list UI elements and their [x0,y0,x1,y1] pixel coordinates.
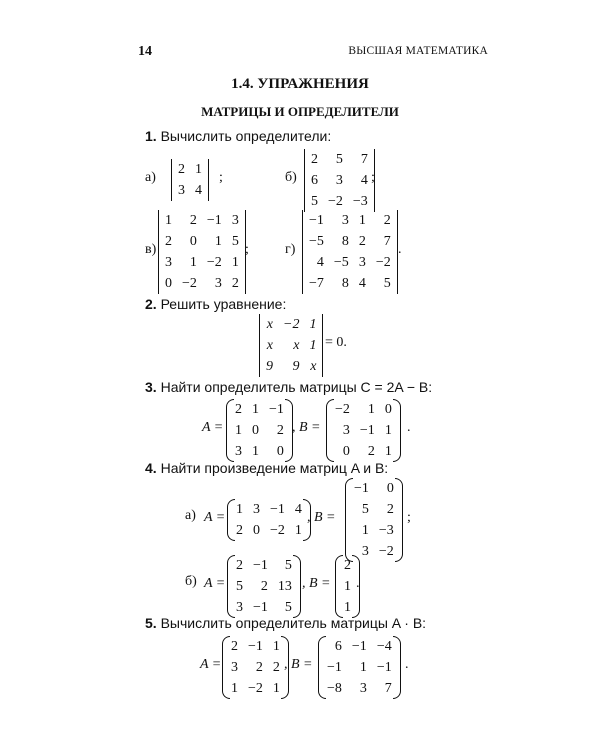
matrix-cell: 1 [358,213,366,228]
problem-5-B-label: , B = [284,657,313,672]
problem-1d-label: г) [285,242,296,257]
section-subtitle: МАТРИЦЫ И ОПРЕДЕЛИТЕЛИ [201,104,399,119]
matrix-cell: 7 [384,681,392,696]
problem-5-tail: . [405,657,409,672]
matrix-cell: 8 [341,234,349,249]
matrix-cell: 8 [341,276,349,291]
matrix-cell: 2 [386,502,394,517]
matrix-cell: −1 [253,600,268,615]
problem-1d-determinant [302,210,398,294]
matrix-cell: 1 [309,338,317,353]
problem-1b-label: б) [285,170,297,185]
matrix-cell: 2 [236,558,243,573]
matrix-cell: 1 [231,255,239,270]
matrix-cell: 5 [383,276,391,291]
matrix-cell: 3 [236,600,243,615]
matrix-cell: 4 [358,276,366,291]
matrix-cell: 1 [344,600,351,615]
matrix-cell: 1 [231,681,238,696]
matrix-cell: −1 [248,639,263,654]
matrix-cell: 4 [316,255,324,270]
problem-4b-tail: . [356,576,360,591]
matrix-cell: 2 [178,162,185,177]
matrix-cell: 2 [231,276,239,291]
problem-3-A-label: A = [202,420,224,435]
matrix-cell: 3 [253,502,260,517]
problem-4b-B-label: , B = [302,576,331,591]
matrix-cell: 1 [214,234,222,249]
problem-2-text: Решить уравнение: [160,296,287,312]
matrix-cell: 2 [272,660,280,675]
matrix-cell: −3 [352,194,368,209]
matrix-cell: −1 [351,639,367,654]
matrix-cell: 2 [235,402,242,417]
matrix-cell: 2 [383,213,391,228]
problem-4a-B-label: , B = [307,510,336,525]
matrix-cell: 13 [277,579,292,594]
matrix-cell: 0 [252,423,259,438]
problem-4a-A-label: A = [204,510,226,525]
problem-1-text: Вычислить определители: [160,128,332,144]
problem-1c-label: в) [145,242,157,257]
matrix-cell: 2 [255,660,263,675]
matrix-cell: 5 [284,600,292,615]
problem-1a-tail: ; [219,170,223,185]
problem-2-heading [145,296,286,312]
problem-1b-determinant [304,149,375,212]
matrix-cell: x [266,317,273,332]
problem-4-number: 4. [145,460,157,476]
problem-2-number: 2. [145,296,157,312]
problem-1-number: 1. [145,128,157,144]
matrix-cell: −1 [269,402,284,417]
problem-3-heading [145,379,432,395]
matrix-cell: −3 [378,523,394,538]
matrix-cell: 2 [358,234,366,249]
matrix-cell: −1 [359,423,375,438]
problem-1a-label: а) [145,170,156,185]
problem-4-text: Найти произведение матриц A и B: [160,460,389,476]
problem-3-tail: . [407,420,411,435]
matrix-cell: 1 [236,502,243,517]
problem-5-heading [145,615,426,631]
section-title: 1.4. УПРАЖНЕНИЯ [231,76,369,92]
matrix-cell: 1 [252,402,259,417]
matrix-cell: 1 [272,681,280,696]
problem-5-matrix-A [222,636,289,699]
matrix-cell: 3 [359,681,367,696]
matrix-cell: 5 [284,558,292,573]
problem-4b-label: б) [185,574,197,589]
matrix-cell: −5 [333,255,349,270]
problem-2-tail: = 0. [325,335,347,350]
matrix-cell: 3 [358,255,366,270]
problem-1c-determinant [158,210,246,294]
problem-4a-matrix-A [227,499,311,541]
problem-5-number: 5. [145,615,157,631]
matrix-cell: 2 [189,213,197,228]
matrix-cell: 0 [342,444,350,459]
matrix-cell: 1 [165,213,172,228]
matrix-cell: 2 [276,423,284,438]
matrix-cell: 5 [335,152,343,167]
matrix-cell: −2 [335,402,350,417]
matrix-cell: −2 [248,681,263,696]
matrix-cell: −7 [309,276,324,291]
matrix-cell: 4 [195,183,202,198]
problem-3-matrix-A [226,399,293,462]
problem-1a-determinant [171,159,209,201]
problem-4a-tail: ; [407,510,411,525]
matrix-cell: 5 [361,502,369,517]
matrix-cell: 4 [294,502,302,517]
matrix-cell: 1 [359,660,367,675]
matrix-cell: 6 [311,173,318,188]
matrix-cell: 0 [189,234,197,249]
matrix-cell: 3 [342,423,350,438]
matrix-cell: 2 [260,579,268,594]
matrix-cell: −1 [270,502,285,517]
problem-1c-tail: ; [245,242,249,257]
matrix-cell: −1 [354,481,369,496]
matrix-cell: −1 [206,213,222,228]
matrix-cell: −2 [378,544,394,559]
matrix-cell: 2 [236,523,243,538]
matrix-cell: 1 [272,639,280,654]
matrix-cell: 3 [235,444,242,459]
matrix-cell: 3 [231,660,238,675]
matrix-cell: 1 [344,579,351,594]
matrix-cell: x [310,359,317,374]
matrix-cell: 4 [360,173,368,188]
matrix-cell: 0 [253,523,260,538]
matrix-cell: −2 [328,194,343,209]
problem-4a-matrix-B [345,478,403,562]
matrix-cell: −2 [270,523,285,538]
matrix-cell: −4 [376,639,392,654]
page-number: 14 [138,44,152,59]
problem-3-matrix-B [326,399,401,462]
matrix-cell: 5 [236,579,243,594]
matrix-cell: 1 [294,523,302,538]
matrix-cell: 0 [384,402,392,417]
matrix-cell: 1 [309,317,317,332]
matrix-cell: 1 [367,402,375,417]
matrix-cell: 1 [384,423,392,438]
problem-1b-tail: ; [371,170,375,185]
matrix-cell: 7 [360,152,368,167]
matrix-cell: 3 [335,173,343,188]
matrix-cell: 5 [231,234,239,249]
matrix-cell: x [266,338,273,353]
matrix-cell: 2 [311,152,318,167]
matrix-cell: 3 [214,276,222,291]
matrix-cell: 3 [231,213,239,228]
problem-5-A-label: A = [200,657,222,672]
matrix-cell: 0 [386,481,394,496]
matrix-cell: 3 [165,255,172,270]
matrix-cell: −1 [376,660,392,675]
matrix-cell: 1 [235,423,242,438]
matrix-cell: 3 [178,183,185,198]
matrix-cell: −1 [309,213,324,228]
matrix-cell: −2 [283,317,300,332]
matrix-cell: 0 [276,444,284,459]
matrix-cell: 0 [165,276,172,291]
matrix-cell: −5 [309,234,324,249]
problem-2-determinant [259,314,323,377]
problem-3-B-label: , B = [292,420,321,435]
problem-4a-label: а) [185,508,196,523]
matrix-cell: 1 [252,444,259,459]
matrix-cell: 3 [341,213,349,228]
matrix-cell: −1 [253,558,268,573]
matrix-cell: 2 [165,234,172,249]
matrix-cell: x [293,338,300,353]
running-title: ВЫСШАЯ МАТЕМАТИКА [348,45,488,57]
problem-3-number: 3. [145,379,157,395]
matrix-cell: 1 [189,255,197,270]
matrix-cell: 1 [195,162,202,177]
matrix-cell: 6 [334,639,342,654]
matrix-cell: 3 [361,544,369,559]
matrix-cell: −2 [182,276,197,291]
matrix-cell: −1 [327,660,342,675]
problem-4b-A-label: A = [204,576,226,591]
matrix-cell: 2 [344,558,351,573]
problem-5-text: Вычислить определитель матрицы A · B: [160,615,427,631]
matrix-cell: −8 [327,681,342,696]
problem-5-matrix-B [318,636,401,699]
problem-1-heading [145,128,331,144]
matrix-cell: 2 [367,444,375,459]
problem-4-heading [145,460,388,476]
problem-1d-tail: . [398,242,402,257]
matrix-cell: 2 [231,639,238,654]
matrix-cell: 7 [383,234,391,249]
problem-4b-matrix-A [227,555,301,618]
matrix-cell: −2 [375,255,391,270]
matrix-cell: 5 [311,194,318,209]
matrix-cell: −2 [206,255,222,270]
matrix-cell: 9 [266,359,273,374]
matrix-cell: 9 [292,359,300,374]
matrix-cell: 1 [384,444,392,459]
matrix-cell: 1 [361,523,369,538]
problem-3-text: Найти определитель матрицы C = 2A − B: [160,379,433,395]
